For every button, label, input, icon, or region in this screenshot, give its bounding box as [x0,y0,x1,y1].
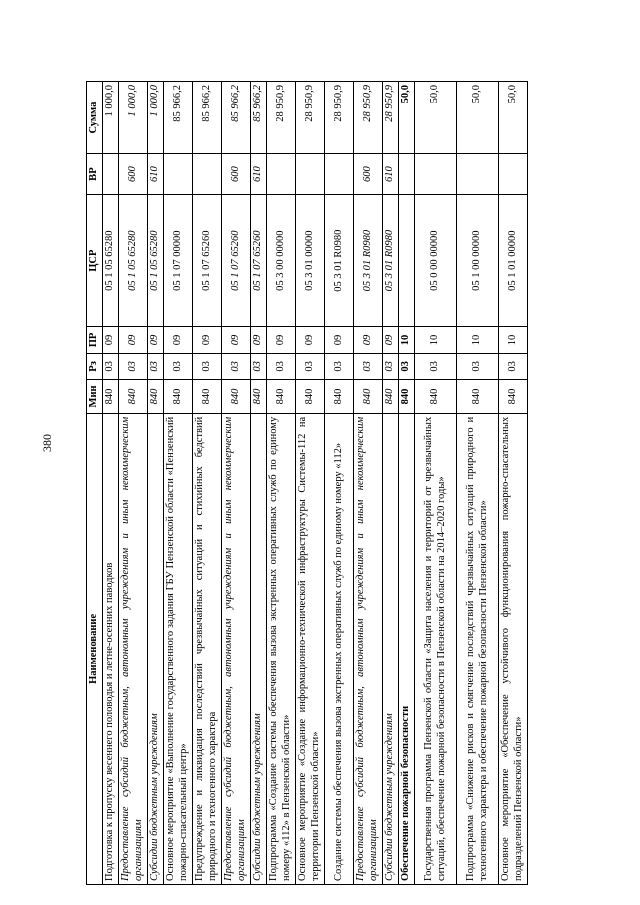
header-csr: ЦСР [87,195,103,327]
table-row [251,82,267,885]
cell-pr: 09 [193,327,222,353]
cell-csr: 05 1 05 65280 [103,195,119,327]
cell-min: 840 [267,380,296,414]
cell-rz: 03 [399,353,415,379]
cell-sum: 50,0 [415,82,457,154]
cell-rz: 03 [296,353,325,379]
cell-min: 840 [119,380,148,414]
table-row [383,82,399,885]
cell-name: Государственная программа Пензенской области «Защита населения и территорий от чрезвычайных ситуаций, обеспечение пожарной безопасности в Пензенской области на 2014–2020 годы» [415,413,457,884]
cell-csr: 05 1 07 65260 [193,195,222,327]
header-name: Наименование [87,413,103,884]
cell-pr: 10 [415,327,457,353]
table-row [222,82,251,885]
cell-min: 840 [399,380,415,414]
cell-name: Предоставление субсидий бюджетным, автономным учреждениям и иным некоммерческим организациям [222,413,251,884]
cell-rz: 03 [457,353,499,379]
cell-pr: 09 [222,327,251,353]
cell-vr: 610 [251,154,267,195]
table-row [119,82,148,885]
cell-min: 840 [193,380,222,414]
cell-vr [399,154,415,195]
cell-vr [164,154,193,195]
table-row [325,82,354,885]
cell-name: Субсидии бюджетным учреждениям [251,413,267,884]
cell-pr: 09 [119,327,148,353]
cell-csr: 05 1 07 65260 [251,195,267,327]
cell-rz: 03 [164,353,193,379]
cell-name: Субсидии бюджетным учреждениям [148,413,164,884]
cell-rz: 03 [193,353,222,379]
header-pr: ПР [87,327,103,353]
cell-vr: 600 [354,154,383,195]
cell-vr: 610 [148,154,164,195]
table-row [164,82,193,885]
cell-rz: 03 [222,353,251,379]
cell-csr: 05 3 01 R0980 [354,195,383,327]
table-row [457,82,499,885]
cell-pr: 10 [399,327,415,353]
cell-vr [267,154,296,195]
table-row [354,82,383,885]
cell-vr: 600 [222,154,251,195]
cell-csr: 05 0 00 00000 [415,195,457,327]
cell-min: 840 [222,380,251,414]
cell-csr: 05 1 07 00000 [164,195,193,327]
cell-rz: 03 [267,353,296,379]
cell-name: Предупреждение и ликвидация последствий чрезвычайных ситуаций и стихийных бедствий природного и техногенного характера [193,413,222,884]
cell-vr [415,154,457,195]
budget-table [86,81,528,885]
cell-min: 840 [457,380,499,414]
cell-csr: 05 3 01 R0980 [325,195,354,327]
cell-min: 840 [325,380,354,414]
cell-name: Субсидии бюджетным учреждениям [383,413,399,884]
page-number: 380 [40,434,54,452]
cell-vr [457,154,499,195]
table-row [148,82,164,885]
cell-rz: 03 [415,353,457,379]
table-row [399,82,415,885]
cell-min: 840 [354,380,383,414]
table-row [499,82,528,885]
cell-pr: 09 [148,327,164,353]
cell-vr [499,154,528,195]
cell-vr [296,154,325,195]
cell-name: Обеспечение пожарной безопасности [399,413,415,884]
rotated-page-area [86,81,629,885]
cell-csr [399,195,415,327]
cell-vr [193,154,222,195]
cell-name: Основное мероприятие «Обеспечение устойчивого функционирования пожарно-спасательных подразделений Пензенской области» [499,413,528,884]
cell-sum: 85 966,2 [222,82,251,154]
table-row [193,82,222,885]
cell-name: Основное мероприятие «Выполнение государственного задания ГБУ Пензенской области «Пензенский пожарно-спасательный центр» [164,413,193,884]
cell-vr [103,154,119,195]
cell-name: Предоставление субсидий бюджетным, автономным учреждениям и иным некоммерческим организациям [354,413,383,884]
cell-name: Подпрограмма «Создание системы обеспечения вызова экстренных оперативных служб по единому номеру «112» в Пензенской области» [267,413,296,884]
cell-min: 840 [103,380,119,414]
table-row [267,82,296,885]
cell-min: 840 [251,380,267,414]
cell-pr: 09 [383,327,399,353]
header-min: Мин [87,380,103,414]
cell-sum: 50,0 [399,82,415,154]
cell-min: 840 [415,380,457,414]
table-header-row [87,82,103,885]
cell-pr: 09 [251,327,267,353]
cell-name: Предоставление субсидий бюджетным, автономным учреждениям и иным некоммерческим организациям [119,413,148,884]
cell-sum: 28 950,9 [296,82,325,154]
cell-vr: 600 [119,154,148,195]
header-sum: Сумма [87,82,103,154]
cell-sum: 1 000,0 [103,82,119,154]
cell-sum: 50,0 [457,82,499,154]
cell-name: Основное мероприятие «Создание информационно-технической инфраструктуры Системы-112 на территории Пензенской области» [296,413,325,884]
cell-sum: 1 000,0 [119,82,148,154]
cell-sum: 28 950,9 [267,82,296,154]
cell-pr: 09 [296,327,325,353]
cell-sum: 1 000,0 [148,82,164,154]
cell-rz: 03 [499,353,528,379]
cell-vr [325,154,354,195]
cell-sum: 50,0 [499,82,528,154]
cell-name: Создание системы обеспечения вызова экстренных оперативных служб по единому номеру «112» [325,413,354,884]
table-row [103,82,119,885]
cell-rz: 03 [119,353,148,379]
cell-pr: 10 [499,327,528,353]
cell-csr: 05 1 07 65260 [222,195,251,327]
cell-pr: 09 [325,327,354,353]
cell-sum: 28 950,9 [354,82,383,154]
cell-sum: 28 950,9 [383,82,399,154]
cell-pr: 09 [267,327,296,353]
cell-csr: 05 1 05 65280 [119,195,148,327]
cell-rz: 03 [354,353,383,379]
cell-min: 840 [383,380,399,414]
cell-min: 840 [148,380,164,414]
budget-table-container [86,81,629,885]
cell-pr: 09 [103,327,119,353]
header-vr: ВР [87,154,103,195]
cell-vr: 610 [383,154,399,195]
cell-csr: 05 3 01 R0980 [383,195,399,327]
cell-csr: 05 1 01 00000 [499,195,528,327]
cell-csr: 05 1 05 65280 [148,195,164,327]
table-row [415,82,457,885]
cell-min: 840 [499,380,528,414]
cell-csr: 05 3 01 00000 [296,195,325,327]
cell-name: Подпрограмма «Снижение рисков и смягчение последствий чрезвычайных ситуаций природного и техногенного характера и обеспечение пожарной безопасности Пензенской области» [457,413,499,884]
cell-pr: 09 [354,327,383,353]
cell-rz: 03 [103,353,119,379]
header-rz: Рз [87,353,103,379]
cell-pr: 09 [164,327,193,353]
cell-rz: 03 [148,353,164,379]
cell-sum: 85 966,2 [193,82,222,154]
cell-pr: 10 [457,327,499,353]
cell-min: 840 [296,380,325,414]
cell-csr: 05 3 00 00000 [267,195,296,327]
table-row [296,82,325,885]
cell-sum: 28 950,9 [325,82,354,154]
cell-rz: 03 [251,353,267,379]
cell-sum: 85 966,2 [164,82,193,154]
cell-min: 840 [164,380,193,414]
cell-sum: 85 966,2 [251,82,267,154]
cell-name: Подготовка к пропуску весеннего половодья и летне-осенних паводков [103,413,119,884]
cell-csr: 05 1 00 00000 [457,195,499,327]
cell-rz: 03 [325,353,354,379]
cell-rz: 03 [383,353,399,379]
